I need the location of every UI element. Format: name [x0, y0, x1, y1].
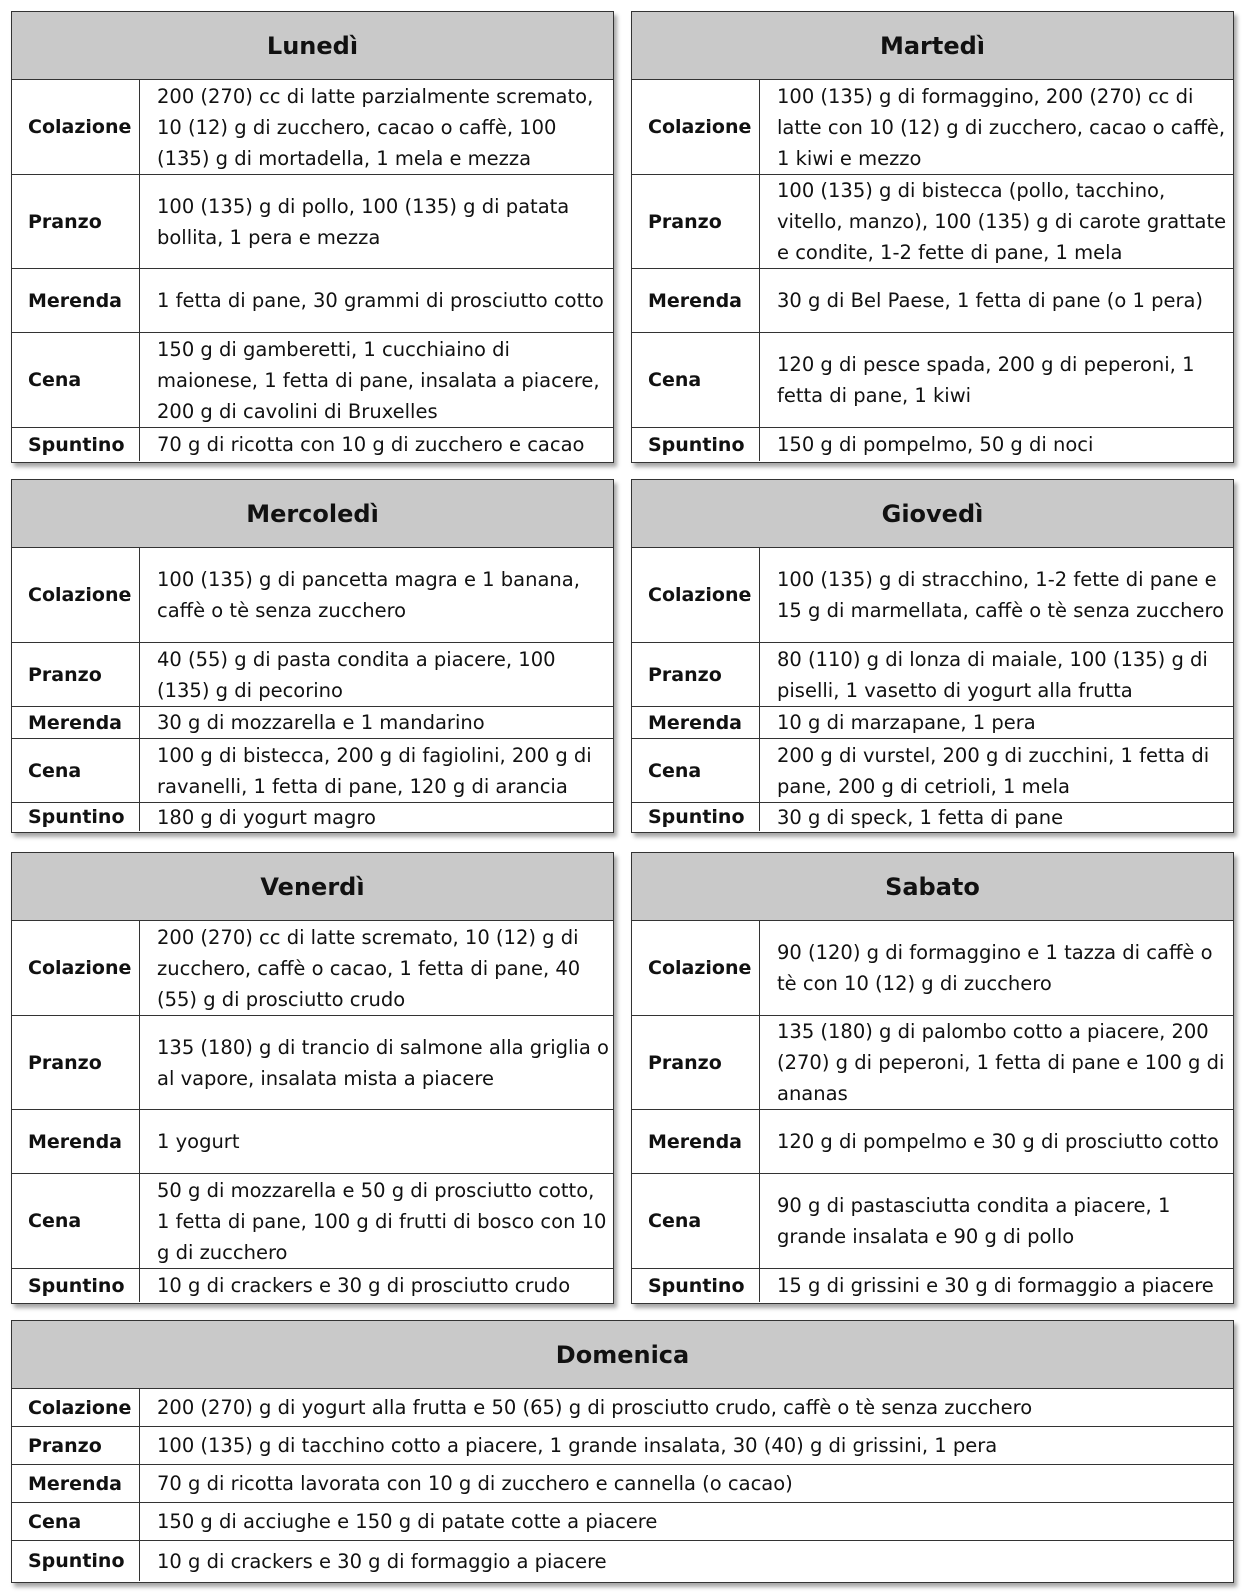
meal-description: 1 fetta di pane, 30 grammi di prosciutto cotto	[157, 289, 604, 312]
meal-row-pranzo	[12, 1427, 1233, 1465]
meal-label: Pranzo	[632, 175, 760, 268]
day-table-giovedi	[631, 479, 1234, 833]
meal-row-spuntino	[12, 803, 613, 831]
meal-label: Spuntino	[632, 1269, 760, 1302]
day-title: Giovedì	[632, 480, 1233, 548]
meal-description: 100 g di bistecca, 200 g di fagiolini, 200 g di ravanelli, 1 fetta di pane, 120 g di arancia	[157, 743, 592, 798]
meal-description: 15 g di grissini e 30 g di formaggio a piacere	[777, 1274, 1214, 1297]
meal-row-pranzo	[632, 1016, 1233, 1110]
meal-row-colazione	[12, 921, 613, 1016]
meal-description: 30 g di Bel Paese, 1 fetta di pane (o 1 pera)	[777, 289, 1204, 312]
meal-description: 90 (120) g di formaggino e 1 tazza di caffè o tè con 10 (12) g di zucchero	[777, 941, 1213, 995]
meal-description: 80 (110) g di lonza di maiale, 100 (135) g di piselli, 1 vasetto di yogurt alla frutta	[777, 647, 1208, 702]
meal-row-spuntino	[12, 428, 613, 461]
day-title: Venerdì	[12, 853, 613, 921]
meal-label: Pranzo	[12, 643, 140, 706]
meal-label: Pranzo	[12, 1016, 140, 1109]
meal-description: 200 (270) cc di latte scremato, 10 (12) g di zucchero, caffè o cacao, 1 fetta di pane, 40 (55) g di prosciutto crudo	[157, 925, 581, 1011]
meal-description: 70 g di ricotta con 10 g di zucchero e cacao	[157, 433, 585, 456]
meal-description: 150 g di pompelmo, 50 g di noci	[777, 433, 1094, 456]
day-title: Sabato	[632, 853, 1233, 921]
meal-row-merenda	[632, 1110, 1233, 1174]
day-title: Lunedì	[12, 12, 613, 80]
meal-description: 150 g di gamberetti, 1 cucchiaino di maionese, 1 fetta di pane, insalata a piacere, 200 g di cavolini di Bruxelles	[157, 337, 600, 423]
meal-label: Colazione	[632, 548, 760, 642]
day-title: Mercoledì	[12, 480, 613, 548]
meal-description: 40 (55) g di pasta condita a piacere, 100 (135) g di pecorino	[157, 647, 556, 702]
meal-description: 100 (135) g di formaggino, 200 (270) cc di latte con 10 (12) g di zucchero, cacao o caffè, 1 kiwi e mezzo	[777, 84, 1226, 170]
meal-description: 100 (135) g di pancetta magra e 1 banana, caffè o tè senza zucchero	[157, 568, 580, 622]
meal-row-merenda	[632, 269, 1233, 333]
meal-description: 10 g di marzapane, 1 pera	[777, 711, 1036, 734]
meal-label: Pranzo	[12, 175, 140, 268]
meal-row-spuntino	[632, 803, 1233, 831]
meal-description: 30 g di mozzarella e 1 mandarino	[157, 711, 485, 734]
meal-label: Merenda	[12, 269, 140, 332]
meal-description: 1 yogurt	[157, 1130, 240, 1153]
meal-label: Cena	[12, 1503, 140, 1540]
meal-row-spuntino	[12, 1269, 613, 1302]
meal-label: Pranzo	[632, 1016, 760, 1109]
meal-label: Merenda	[12, 1465, 140, 1502]
day-title: Martedì	[632, 12, 1233, 80]
meal-description: 120 g di pesce spada, 200 g di peperoni, 1 fetta di pane, 1 kiwi	[777, 353, 1195, 407]
day-table-domenica	[11, 1320, 1234, 1583]
meal-description: 200 (270) g di yogurt alla frutta e 50 (65) g di prosciutto crudo, caffè o tè senza zucchero	[157, 1396, 1033, 1419]
meal-label: Spuntino	[632, 803, 760, 831]
meal-description: 135 (180) g di palombo cotto a piacere, 200 (270) g di peperoni, 1 fetta di pane e 100 g di ananas	[777, 1020, 1225, 1105]
meal-label: Cena	[12, 739, 140, 802]
meal-description: 100 (135) g di tacchino cotto a piacere, 1 grande insalata, 30 (40) g di grissini, 1 pera	[157, 1434, 998, 1457]
meal-description: 135 (180) g di trancio di salmone alla griglia o al vapore, insalata mista a piacere	[157, 1035, 609, 1090]
meal-description: 70 g di ricotta lavorata con 10 g di zucchero e cannella (o cacao)	[157, 1472, 793, 1495]
meal-label: Merenda	[632, 269, 760, 332]
meal-label: Cena	[632, 739, 760, 802]
meal-label: Cena	[12, 1174, 140, 1268]
meal-label: Merenda	[12, 707, 140, 738]
meal-row-colazione	[12, 548, 613, 643]
meal-label: Spuntino	[12, 803, 140, 831]
meal-description: 120 g di pompelmo e 30 g di prosciutto cotto	[777, 1130, 1219, 1153]
meal-label: Pranzo	[632, 643, 760, 706]
meal-description: 100 (135) g di stracchino, 1-2 fette di pane e 15 g di marmellata, caffè o tè senza zucchero	[777, 568, 1225, 622]
day-table-venerdi	[11, 852, 614, 1304]
meal-description: 200 (270) cc di latte parzialmente scremato, 10 (12) g di zucchero, cacao o caffè, 100 (135) g di mortadella, 1 mela e mezza	[157, 84, 594, 170]
meal-label: Colazione	[632, 921, 760, 1015]
meal-row-colazione	[12, 80, 613, 175]
meal-row-colazione	[12, 1389, 1233, 1427]
meal-description: 200 g di vurstel, 200 g di zucchini, 1 fetta di pane, 200 g di cetrioli, 1 mela	[777, 743, 1210, 798]
meal-row-cena	[632, 1174, 1233, 1269]
meal-row-cena	[12, 1503, 1233, 1541]
meal-label: Merenda	[632, 1110, 760, 1173]
meal-label: Colazione	[12, 548, 140, 642]
day-table-sabato	[631, 852, 1234, 1304]
meal-description: 100 (135) g di pollo, 100 (135) g di patata bollita, 1 pera e mezza	[157, 194, 570, 249]
meal-row-pranzo	[632, 643, 1233, 707]
meal-label: Spuntino	[632, 428, 760, 461]
meal-description: 10 g di crackers e 30 g di formaggio a piacere	[157, 1549, 607, 1573]
meal-description: 90 g di pastasciutta condita a piacere, 1 grande insalata e 90 g di pollo	[777, 1194, 1171, 1248]
meal-description: 100 (135) g di bistecca (pollo, tacchino, vitello, manzo), 100 (135) g di carote grattate e condite, 1-2 fette di pane, 1 mela	[777, 179, 1227, 264]
meal-label: Merenda	[12, 1110, 140, 1173]
meal-label: Spuntino	[12, 1269, 140, 1302]
meal-label: Cena	[632, 333, 760, 427]
meal-label: Spuntino	[12, 1541, 140, 1581]
meal-label: Spuntino	[12, 428, 140, 461]
meal-label: Cena	[12, 333, 140, 427]
meal-row-cena	[632, 333, 1233, 428]
meal-row-pranzo	[632, 175, 1233, 269]
meal-row-colazione	[632, 921, 1233, 1016]
meal-description: 10 g di crackers e 30 g di prosciutto crudo	[157, 1274, 571, 1297]
meal-row-pranzo	[12, 175, 613, 269]
meal-label: Cena	[632, 1174, 760, 1268]
meal-row-pranzo	[12, 643, 613, 707]
meal-row-spuntino	[632, 1269, 1233, 1302]
meal-description: 150 g di acciughe e 150 g di patate cotte a piacere	[157, 1510, 658, 1533]
meal-row-cena	[632, 739, 1233, 803]
meal-description: 50 g di mozzarella e 50 g di prosciutto cotto, 1 fetta di pane, 100 g di frutti di bosco con 10 g di zucchero	[157, 1178, 607, 1264]
day-table-lunedi	[11, 11, 614, 463]
meal-row-merenda	[12, 1465, 1233, 1503]
meal-label: Colazione	[12, 921, 140, 1015]
day-table-martedi	[631, 11, 1234, 463]
meal-row-merenda	[12, 269, 613, 333]
meal-row-cena	[12, 333, 613, 428]
meal-description: 30 g di speck, 1 fetta di pane	[777, 805, 1064, 829]
meal-description: 180 g di yogurt magro	[157, 805, 376, 829]
meal-row-merenda	[12, 707, 613, 739]
meal-row-colazione	[632, 548, 1233, 643]
meal-row-spuntino	[12, 1541, 1233, 1581]
meal-row-cena	[12, 739, 613, 803]
meal-row-colazione	[632, 80, 1233, 175]
meal-row-merenda	[632, 707, 1233, 739]
day-table-mercoledi	[11, 479, 614, 833]
day-title: Domenica	[12, 1321, 1233, 1389]
meal-row-spuntino	[632, 428, 1233, 461]
meal-row-cena	[12, 1174, 613, 1269]
meal-label: Merenda	[632, 707, 760, 738]
meal-label: Colazione	[632, 80, 760, 174]
meal-label: Pranzo	[12, 1427, 140, 1464]
meal-label: Colazione	[12, 80, 140, 174]
meal-row-pranzo	[12, 1016, 613, 1110]
meal-label: Colazione	[12, 1389, 140, 1426]
meal-row-merenda	[12, 1110, 613, 1174]
